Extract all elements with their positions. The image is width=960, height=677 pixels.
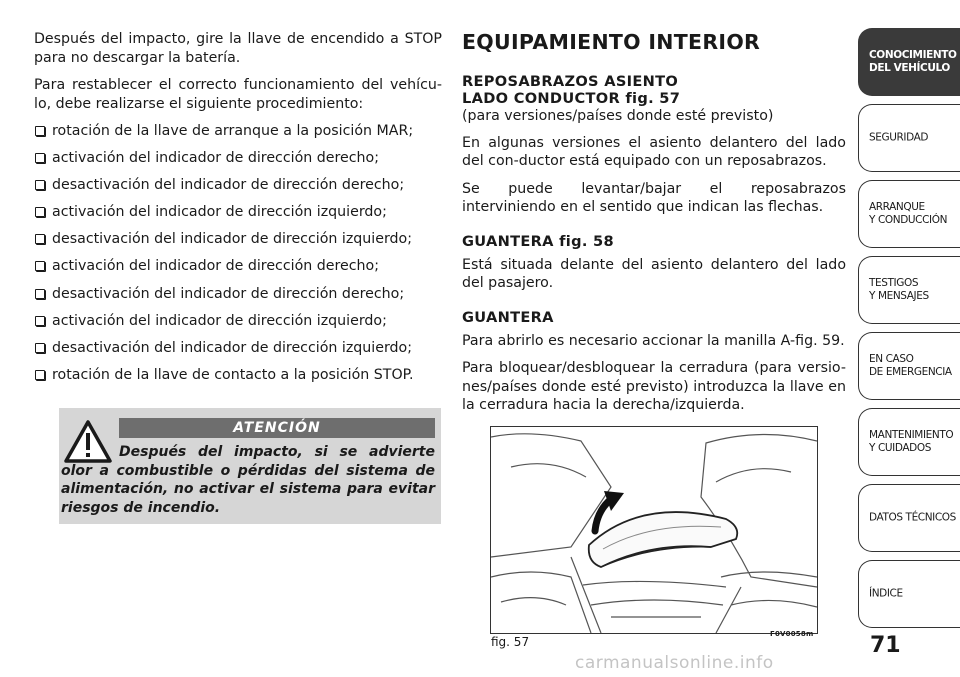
step-item: activación del indicador de dirección izquierdo; (34, 312, 442, 331)
tab-conocimiento-del-vehiculo[interactable] (858, 28, 960, 96)
watermark: carmanualsonline.info (575, 653, 774, 673)
intro-paragraph: Después del impacto, gire la llave de encendido a STOP para no descargar la batería. (34, 31, 442, 66)
tab-label: TESTIGOS Y MENSAJES (869, 277, 929, 302)
step-item: rotación de la llave de arranque a la posición MAR; (34, 122, 442, 141)
tab-label: ÍNDICE (869, 587, 903, 600)
armrest-illustration (491, 427, 817, 633)
glovebox-paragraph: Está situada delante del asiento delantero del lado del pasajero. (462, 256, 846, 291)
armrest-paragraph-2: Se puede levantar/bajar el reposabrazos interviniendo en el sentido que indican las flechas. (462, 180, 846, 215)
procedure-steps (34, 122, 442, 384)
main-column (462, 30, 846, 424)
left-column (34, 30, 442, 393)
glovebox2-heading: GUANTERA (462, 308, 554, 326)
step-item: activación del indicador de dirección derecho; (34, 149, 442, 168)
armrest-heading-line2: LADO CONDUCTOR fig. 57 (462, 90, 681, 107)
tab-seguridad[interactable] (858, 104, 960, 172)
warning-box (59, 408, 441, 524)
tab-label: SEGURIDAD (869, 131, 929, 144)
tab-mantenimiento-y-cuidados[interactable] (858, 408, 960, 476)
tab-label: DATOS TÉCNICOS (869, 511, 956, 524)
tab-label: EN CASO DE EMERGENCIA (869, 353, 952, 378)
warning-text: Después del impacto, si se advierte olor a combustible o pérdidas del sistema de alimentación, no activar el sistema para evitar riesgos de incendio. (61, 444, 435, 516)
tab-indice[interactable] (858, 560, 960, 628)
tab-datos-tecnicos[interactable] (858, 484, 960, 552)
step-item: desactivación del indicador de dirección izquierdo; (34, 230, 442, 249)
tab-label: MANTENIMIENTO Y CUIDADOS (869, 429, 954, 454)
tab-arranque-y-conduccion[interactable] (858, 180, 960, 248)
section-title: EQUIPAMIENTO INTERIOR (462, 30, 761, 54)
tab-label: CONOCIMIENTO DEL VEHÍCULO (869, 49, 957, 74)
glovebox2-paragraph-2: Para bloquear/desbloquear la cerradura (para versio-nes/países donde esté previsto) introduzca la llave en la cerradura hacia la derecha/izquierda. (462, 360, 846, 413)
glovebox-heading: GUANTERA fig. 58 (462, 232, 614, 250)
figure-caption: fig. 57 (491, 635, 530, 649)
step-item: activación del indicador de dirección derecho; (34, 257, 442, 276)
tab-testigos-y-mensajes[interactable] (858, 256, 960, 324)
step-item: desactivación del indicador de dirección derecho; (34, 176, 442, 195)
page-number: 71 (870, 633, 901, 658)
step-item: rotación de la llave de contacto a la posición STOP. (34, 366, 442, 385)
tab-label: ARRANQUE Y CONDUCCIÓN (869, 201, 948, 226)
step-item: activación del indicador de dirección izquierdo; (34, 203, 442, 222)
armrest-paragraph-1: En algunas versiones el asiento delantero del lado del con-ductor está equipado con un reposabrazos. (462, 134, 846, 169)
warning-title: ATENCIÓN (119, 418, 435, 438)
step-item: desactivación del indicador de dirección derecho; (34, 285, 442, 304)
glovebox2-paragraph-1: Para abrirlo es necesario accionar la manilla A-fig. 59. (462, 332, 845, 349)
procedure-intro: Para restablecer el correcto funcionamiento del vehícu-lo, debe realizarse el siguiente procedimiento: (34, 77, 442, 112)
armrest-heading-line1: REPOSABRAZOS ASIENTO (462, 73, 679, 90)
tab-en-caso-de-emergencia[interactable] (858, 332, 960, 400)
figure-code: F0V0058m (770, 630, 814, 638)
armrest-figure (490, 426, 818, 634)
armrest-note: (para versiones/países donde esté previsto) (462, 108, 774, 124)
step-item: desactivación del indicador de dirección izquierdo; (34, 339, 442, 358)
